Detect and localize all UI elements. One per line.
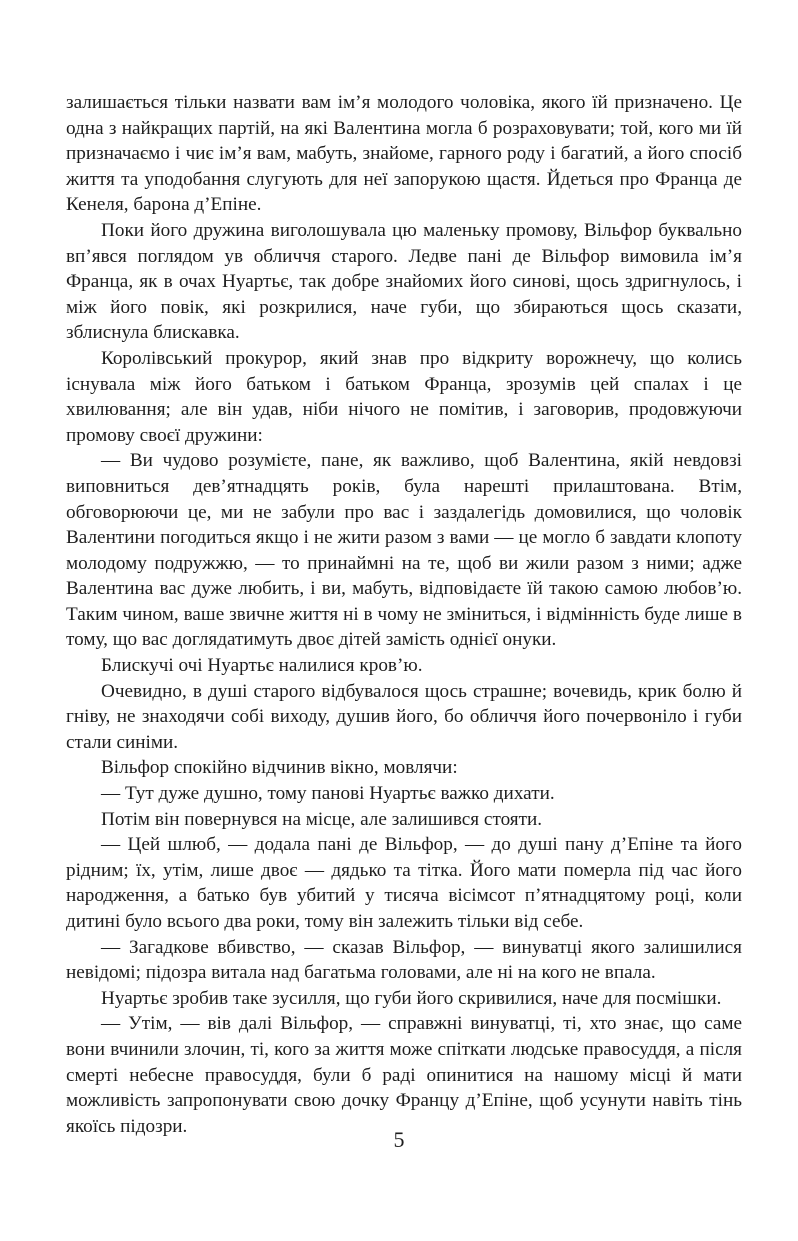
- paragraph: — Загадкове вбивство, — сказав Вільфор, — винуватці якого залишилися невідомі; підозра витала над багатьма головами, але ні на кого не впала.: [66, 936, 742, 984]
- paragraph: — Тут дуже душно, тому панові Нуартьє важко дихати.: [101, 783, 555, 805]
- paragraph: — Утім, — вів далі Вільфор, — справжні винуватці, ті, хто знає, що саме вони вчинили злочин, ті, кого за життя може спіткати людське правосуддя, а після смерті небесне правосуддя, були б раді опинитися на нашому місці й мати можливість запропонувати свою дочку Францу д’Епіне, щоб усунути навіть тінь якоїсь підозри.: [66, 1013, 742, 1137]
- paragraph: Очевидно, в душі старого відбувалося щось страшне; вочевидь, крик болю й гніву, не знаходячи собі виходу, душив його, бо обличчя його почервоніло і губи стали синіми.: [66, 680, 742, 753]
- paragraph: — Цей шлюб, — додала пані де Вільфор, — до душі пану д’Епіне та його рідним; їх, утім, лише двоє — дядько та тітка. Його мати померла під час його народження, а батько був убитий у тисяча вісімсот п’ятнадцятому році, коли дитині було всього два роки, тому він залежить тільки від себе.: [66, 834, 742, 932]
- paragraph: Блискучі очі Нуартьє налилися кров’ю.: [101, 655, 423, 677]
- paragraph: — Ви чудово розумієте, пане, як важливо, щоб Валентина, якій невдовзі виповниться дев’ятнадцять років, була нарешті прилаштована. Втім, обговорюючи це, ми не забули про вас і заздалегідь домовилися, що чоловік Валентини погодиться якщо і не жити разом з вами — це могло б завдати клопоту молодому подружжю, — то принаймні на те, щоб ви жили разом з ними; адже Валентина вас дуже любить, і ви, мабуть, відповідаєте їй такою самою любов’ю. Таким чином, ваше звичне життя ні в чому не зміниться, і відмінність буде лише в тому, що вас доглядатимуть двоє дітей замість однієї онуки.: [66, 450, 742, 651]
- paragraph: залишається тільки назвати вам ім’я молодого чоловіка, якого їй призначено. Це одна з найкращих партій, на які Валентина могла б розраховувати; той, кого ми їй призначаємо і чиє ім’я вам, мабуть, знайоме, гарного роду і багатий, а його спосіб життя та уподобання слугують для неї запорукою щастя. Йдеться про Франца де Кенеля, барона д’Епіне.: [66, 92, 742, 216]
- paragraph: Королівський прокурор, який знав про відкриту ворожнечу, що колись існувала між його батьком і батьком Франца, зрозумів цей спалах і це хвилювання; але він удав, ніби нічого не помітив, і заговорив, продовжуючи промову своєї дружини:: [66, 347, 742, 446]
- page-number: 5: [393, 1127, 405, 1152]
- page-body: [66, 90, 742, 1139]
- paragraph: Поки його дружина виголошувала цю маленьку промову, Вільфор буквально вп’явся поглядом ув обличчя старого. Ледве пані де Вільфор вимовила ім’я Франца, як в очах Нуартьє, так добре знайомих його синові, щось здригнулось, і між його повік, які розкрилися, наче губи, що збираються щось сказати, зблиснула блискавка.: [66, 219, 742, 344]
- paragraph: Потім він повернувся на місце, але залишився стояти.: [101, 808, 543, 830]
- paragraph: Нуартьє зробив таке зусилля, що губи його скривилися, наче для посмішки.: [101, 987, 722, 1009]
- paragraph: Вільфор спокійно відчинив вікно, мовлячи:: [101, 757, 458, 779]
